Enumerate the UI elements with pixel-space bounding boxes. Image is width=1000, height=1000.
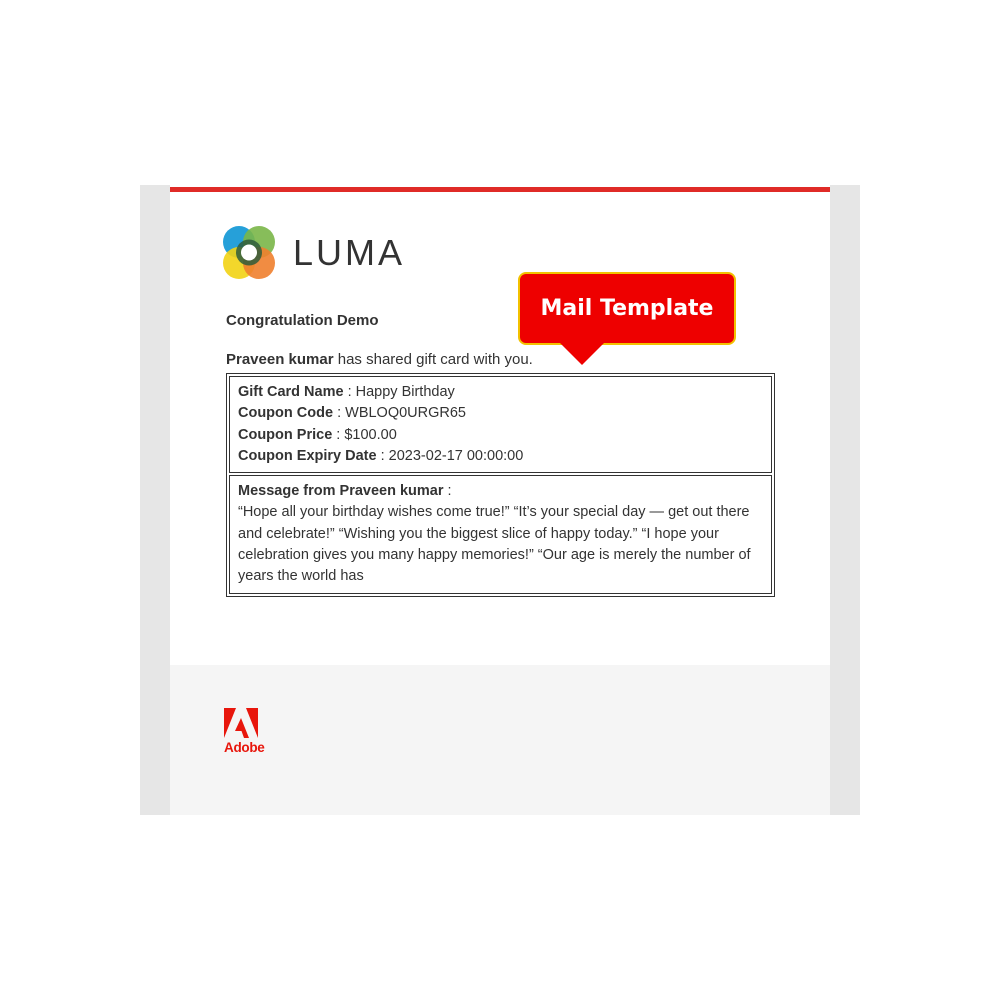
coupon-info-cell — [229, 376, 772, 473]
shared-text: has shared gift card with you. — [333, 351, 533, 368]
detail-label: Gift Card Name — [238, 384, 344, 400]
detail-label: Coupon Code — [238, 405, 334, 422]
accent-bar — [170, 187, 830, 192]
message-header — [238, 481, 763, 502]
logo-text: LUMA — [293, 232, 406, 273]
greeting: Congratulation Demo — [226, 312, 379, 329]
luma-logo — [220, 223, 405, 283]
mail-template-callout: Mail Template — [518, 272, 736, 345]
detail-value: : 2023-02-17 00:00:00 — [376, 447, 524, 464]
message-cell — [229, 475, 772, 593]
detail-value: : WBLOQ0URGR65 — [333, 405, 466, 422]
gift-card-details-table — [226, 373, 775, 597]
detail-value: : Happy Birthday — [343, 384, 455, 400]
detail-label: Coupon Expiry Date — [238, 447, 377, 464]
message-text: “Hope all your birthday wishes come true!” “It’s your special day — get out there and celebrate!” “Wishing you the biggest slice of happy today.” “I hope your celebration gives you many happy memories!” “Our age is merely the number of years the world has — [238, 504, 751, 585]
adobe-logo — [224, 708, 265, 755]
message-separator: : — [443, 483, 452, 500]
email-footer — [170, 665, 830, 815]
email-frame — [140, 185, 860, 815]
detail-row-coupon-expiry — [238, 446, 763, 467]
message-label: Message from Praveen kumar — [238, 483, 444, 500]
shared-line — [226, 351, 533, 368]
adobe-icon — [224, 708, 258, 738]
detail-row-gift-card-name — [238, 382, 763, 403]
luma-logo-icon — [220, 223, 278, 283]
detail-row-coupon-code — [238, 403, 763, 424]
detail-label: Coupon Price — [238, 426, 333, 443]
adobe-wordmark: Adobe — [224, 740, 265, 755]
callout-pointer — [560, 343, 604, 365]
detail-value: : $100.00 — [332, 426, 397, 443]
detail-row-coupon-price — [238, 425, 763, 446]
sender-name: Praveen kumar — [226, 351, 334, 368]
